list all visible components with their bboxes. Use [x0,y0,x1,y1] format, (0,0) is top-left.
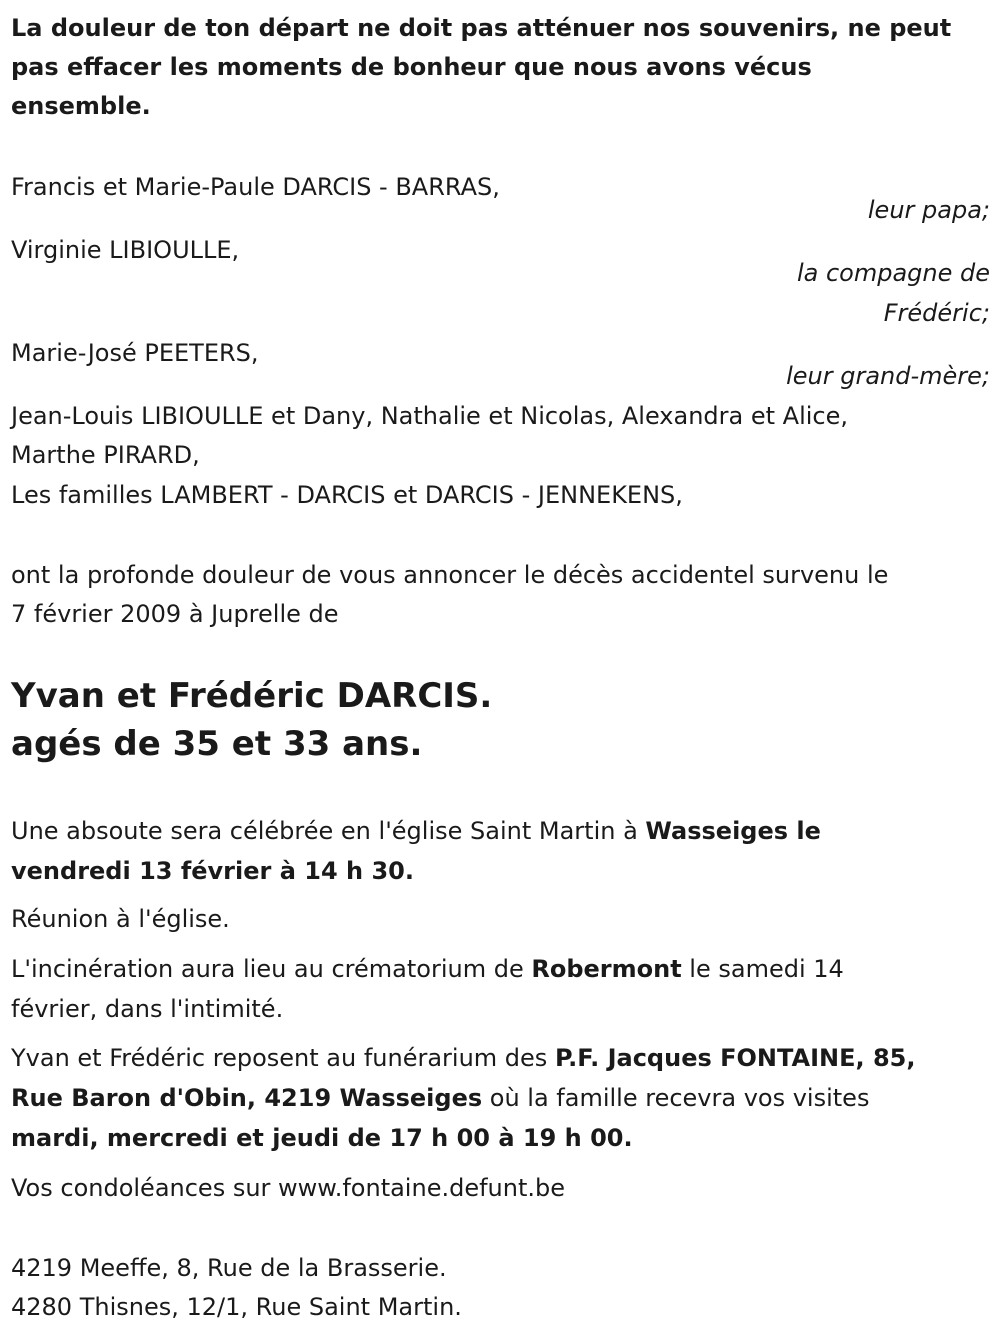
reunion-text: Réunion à l'église. [11,905,230,933]
absoute-text: Une absoute sera célébrée en l'église Saint Martin à [11,817,646,845]
funerarium-name: P.F. Jacques FONTAINE, 85, [554,1044,916,1072]
funerarium-line-2 [11,1083,869,1113]
incineration-line-1 [11,954,844,984]
incineration-date: le samedi 14 [681,955,844,983]
family-francis: Francis et Marie-Paule DARCIS - BARRAS, [11,173,500,201]
absoute-place: Wasseiges le [645,817,821,845]
absoute-date: vendredi 13 février à 14 h 30. [11,857,414,885]
family-virginie: Virginie LIBIOULLE, [11,236,240,264]
family-francis-role: leur papa; [867,196,990,224]
family-others-1: Jean-Louis LIBIOULLE et Dany, Nathalie et Nicolas, Alexandra et Alice, [11,402,849,430]
funerarium-text: Yvan et Frédéric reposent au funérarium des [11,1044,555,1072]
family-marie-jose-role: leur grand-mère; [786,362,990,390]
address-thisnes: 4280 Thisnes, 12/1, Rue Saint Martin. [11,1293,462,1321]
deceased-ages: agés de 35 et 33 ans. [11,724,423,764]
incineration-place: Robermont [531,955,682,983]
funerarium-visits-text: où la famille recevra vos visites [482,1084,870,1112]
funerarium-address: Rue Baron d'Obin, 4219 Wasseiges [11,1084,483,1112]
address-meeffe: 4219 Meeffe, 8, Rue de la Brasserie. [11,1254,447,1282]
announcement-line-2: 7 février 2009 à Juprelle de [11,600,339,628]
family-others-2: Marthe PIRARD, [11,441,200,469]
family-virginie-role-1: la compagne de [796,259,990,287]
absoute-line-1 [11,816,821,846]
family-others-3: Les familles LAMBERT - DARCIS et DARCIS - JENNEKENS, [11,481,683,509]
family-marie-jose: Marie-José PEETERS, [11,339,259,367]
incineration-text: L'incinération aura lieu au crématorium de [11,955,532,983]
funerarium-line-1 [11,1043,915,1073]
intro-line-2: pas effacer les moments de bonheur que nous avons vécus [11,53,812,81]
condolences-text: Vos condoléances sur www.fontaine.defunt.be [11,1174,565,1202]
announcement-line-1: ont la profonde douleur de vous annoncer le décès accidentel survenu le [11,561,889,589]
family-virginie-role-2: Frédéric; [883,299,990,327]
intro-line-3: ensemble. [11,92,151,120]
incineration-line-2: février, dans l'intimité. [11,995,284,1023]
funerarium-hours: mardi, mercredi et jeudi de 17 h 00 à 19 h 00. [11,1124,633,1152]
intro-line-1: La douleur de ton départ ne doit pas atténuer nos souvenirs, ne peut [11,14,952,42]
deceased-names: Yvan et Frédéric DARCIS. [11,676,493,716]
